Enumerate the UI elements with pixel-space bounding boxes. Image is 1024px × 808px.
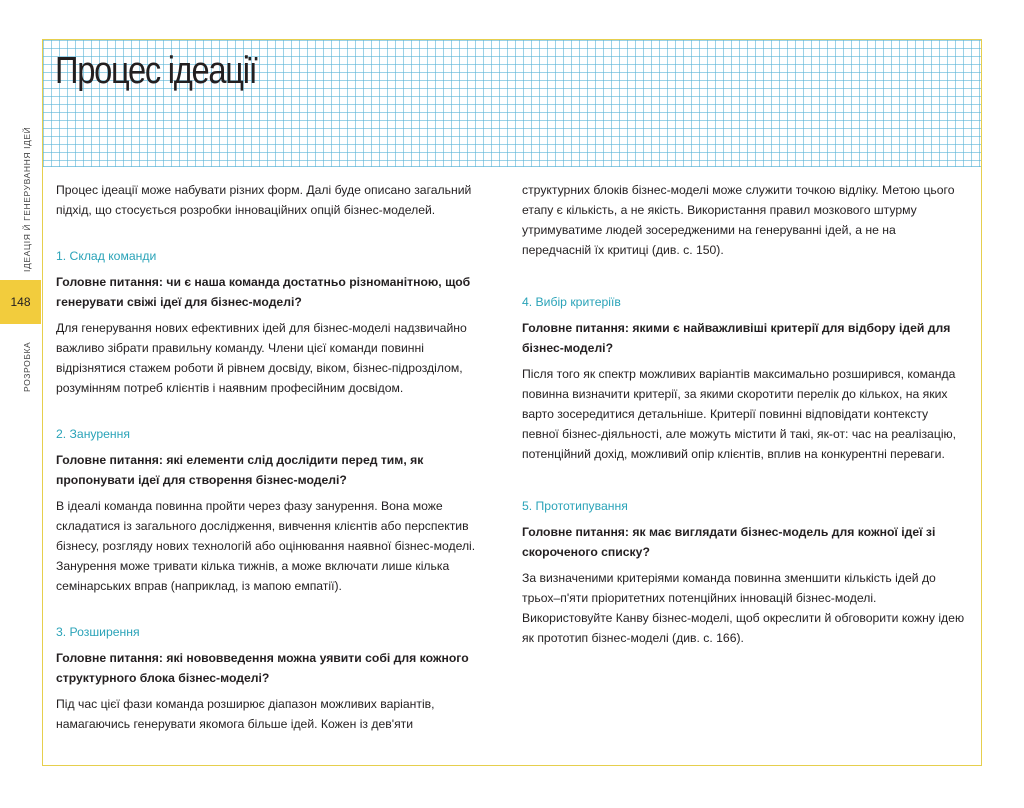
text-column-left	[56, 180, 496, 760]
section-question: Головне питання: як має виглядати бізнес-модель для кожної ідеї зі скороченого списку?	[522, 525, 936, 559]
section-body: Після того як спектр можливих варіантів максимально розширився, команда повинна визначити критерії, за якими скоротити перелік до кількох, на яких варто зосередитися детальніше. Критерії повинні відповідати контексту певної бізнес-діяльності, але можуть містити й такі, як-от: час на реалізацію, потенційний дохід, можливий опір клієнтів, вплив на конкурентні переваги.	[522, 367, 957, 461]
section-question: Головне питання: чи є наша команда достатньо різноманітною, щоб генерувати свіжі ідеї для бізнес-моделі?	[56, 275, 471, 309]
section-heading: 1. Склад команди	[56, 249, 157, 263]
section-question: Головне питання: якими є найважливіші критерії для відбору ідей для бізнес-моделі?	[522, 321, 951, 355]
section-body: Під час цієї фази команда розширює діапазон можливих варіантів, намагаючись генерувати якомога більше ідей. Кожен із дев'яти	[56, 697, 435, 731]
section-question: Головне питання: які нововведення можна уявити собі для кожного структурного блока бізнес-моделі?	[56, 651, 469, 685]
continuation-paragraph: структурних блоків бізнес-моделі може служити точкою відліку. Метою цього етапу є кількість, а не якість. Використання правил мозкового штурму утримуватиме людей зосередженими на генеруванні ідей, а не на передчасній їх критиці (див. с. 150).	[522, 183, 955, 257]
page-number: 148	[10, 295, 31, 309]
section-label-ideation-text: ІДЕАЦІЯ Й ГЕНЕРУВАННЯ ІДЕЙ	[22, 126, 32, 272]
section-heading: 3. Розширення	[56, 625, 140, 639]
section-question: Головне питання: які елементи слід дослідити перед тим, як пропонувати ідеї для створення бізнес-моделі?	[56, 453, 424, 487]
text-column-right	[522, 180, 967, 674]
page-title: Процес ідеації	[55, 50, 257, 92]
section-label-design-text: РОЗРОБКА	[22, 341, 32, 392]
section-heading: 4. Вибір критеріїв	[522, 295, 621, 309]
intro-paragraph: Процес ідеації може набувати різних форм. Далі буде описано загальний підхід, що стосується розробки інноваційних опцій бізнес-моделей.	[56, 183, 472, 217]
section-body: В ідеалі команда повинна пройти через фазу занурення. Вона може складатися із загального дослідження, вивчення клієнтів або перспектив бізнесу, розгляду нових технологій або оцінювання наявної бізнес-моделі. Занурення може тривати кілька тижнів, а може включати лише кілька семінарських вправ (наприклад, із мапою емпатії).	[56, 499, 476, 593]
section-heading: 2. Занурення	[56, 427, 130, 441]
section-heading: 5. Прототипування	[522, 499, 628, 513]
page-number-tab	[0, 280, 41, 324]
section-body: Для генерування нових ефективних ідей для бізнес-моделі надзвичайно важливо зібрати правильну команду. Члени цієї команди повинні відрізнятися стажем роботи й рівнем досвіду, віком, бізнес-підрозділом, розумінням потреб клієнтів і наявним професійним досвідом.	[56, 321, 467, 395]
section-body: За визначеними критеріями команда повинна зменшити кількість ідей до трьох–п'яти пріоритетних потенційних інновацій бізнес-моделі. Використовуйте Канву бізнес-моделі, щоб окреслити й обговорити кожну ідею як прототип бізнес-моделі (див. с. 166).	[522, 571, 965, 645]
section-label-design	[22, 332, 38, 392]
section-label-ideation	[22, 126, 38, 272]
